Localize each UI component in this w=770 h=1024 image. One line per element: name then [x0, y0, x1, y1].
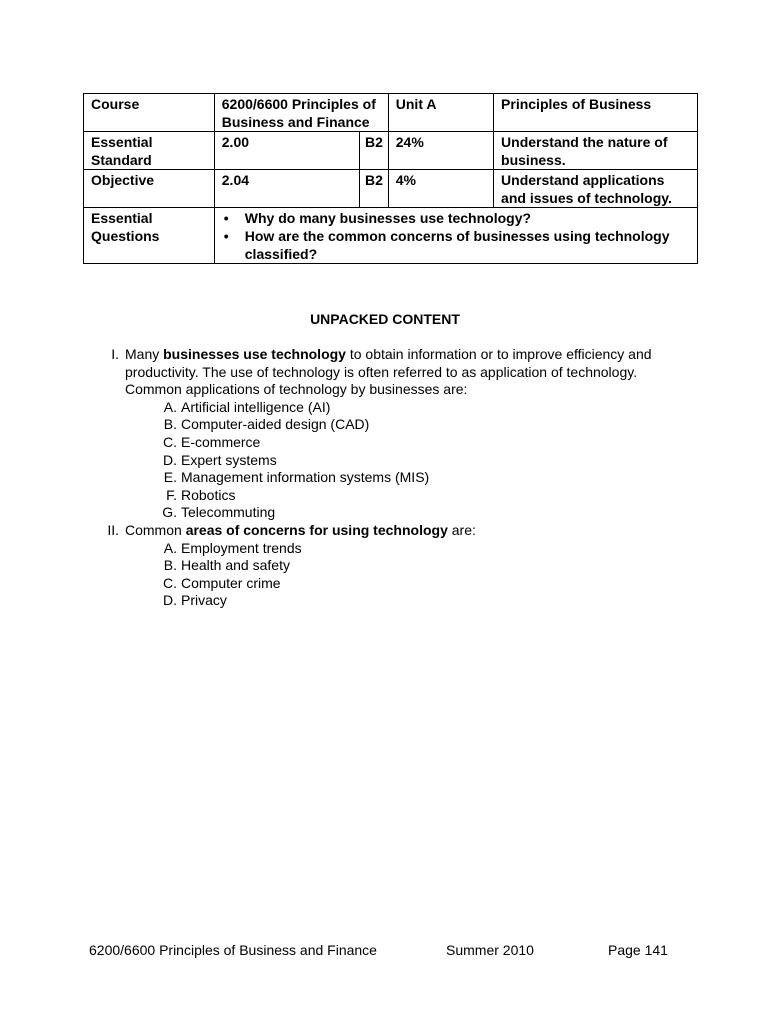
item-text: Robotics	[181, 486, 236, 503]
page-footer	[0, 941, 770, 961]
item-text: Artificial intelligence (AI)	[181, 398, 331, 415]
objective-weight: 4%	[388, 170, 493, 208]
list-item	[83, 487, 683, 505]
item-text: Health and safety	[181, 557, 290, 574]
item-text: Management information systems (MIS)	[181, 469, 430, 486]
essential-questions-cell	[214, 208, 697, 264]
table-row-objective	[84, 170, 698, 208]
table-row-course	[84, 94, 698, 132]
essential-standard-level: B2	[359, 132, 388, 170]
item-text: Computer-aided design (CAD)	[181, 416, 370, 433]
footer-term: Summer 2010	[446, 942, 534, 958]
list-item: • How are the common concerns of businesses using technology classified?	[222, 227, 691, 263]
list-item: • Why do many businesses use technology?	[222, 209, 691, 227]
item-text: Computer crime	[181, 574, 281, 591]
list-item	[83, 592, 683, 610]
objective-description: Understand applications and issues of technology.	[494, 170, 698, 208]
item-text: Privacy	[181, 592, 227, 609]
essential-standard-weight: 24%	[388, 132, 493, 170]
outline-section	[83, 522, 683, 540]
section-number: I.	[111, 346, 119, 362]
item-letter: G.	[162, 504, 177, 521]
list-item	[83, 540, 683, 558]
item-letter: F.	[166, 486, 177, 503]
section-number: II.	[107, 521, 119, 538]
unit-label: Unit A	[388, 94, 493, 132]
item-text: Expert systems	[181, 451, 277, 468]
section-text: Many	[125, 346, 164, 362]
list-item	[83, 399, 683, 417]
section-key-term: areas of concerns for using technology	[185, 521, 448, 538]
course-info-table	[83, 93, 698, 264]
item-text: E-commerce	[181, 433, 261, 450]
item-text: Telecommuting	[181, 504, 276, 521]
list-item	[83, 557, 683, 575]
course-label: Course	[84, 94, 215, 132]
section-text: to obtain information or to improve efficiency and productivity. The use of technology is often referred to as application of technology. Common applications of technology by businesses are:	[125, 346, 652, 398]
table-row-essential-standard	[84, 132, 698, 170]
item-letter: A.	[163, 398, 177, 415]
objective-level: B2	[359, 170, 388, 208]
unit-title: Principles of Business	[494, 94, 698, 132]
list-item	[83, 416, 683, 434]
course-name: 6200/6600 Principles of Business and Finance	[214, 94, 388, 132]
item-letter: D.	[163, 592, 177, 609]
essential-questions-list	[222, 209, 691, 263]
essential-standard-number: 2.00	[214, 132, 359, 170]
list-item	[83, 469, 683, 487]
page-number: Page 141	[608, 942, 668, 958]
item-letter: C.	[163, 574, 177, 591]
section-heading: UNPACKED CONTENT	[310, 311, 460, 327]
objective-label: Objective	[84, 170, 215, 208]
objective-number: 2.04	[214, 170, 359, 208]
item-letter: B.	[163, 557, 177, 574]
essential-standard-description: Understand the nature of business.	[494, 132, 698, 170]
essential-standard-label: Essential Standard	[84, 132, 215, 170]
table-row-essential-questions	[84, 208, 698, 264]
item-letter: A.	[163, 539, 177, 556]
section-text: are:	[447, 521, 476, 538]
section-key-term: businesses use technology	[163, 346, 346, 362]
footer-course: 6200/6600 Principles of Business and Finance	[89, 942, 377, 958]
item-letter: E.	[163, 469, 177, 486]
unpacked-content	[83, 346, 683, 610]
list-item	[83, 504, 683, 522]
essential-questions-label: Essential Questions	[84, 208, 215, 264]
item-letter: B.	[163, 416, 177, 433]
item-letter: D.	[163, 451, 177, 468]
item-text: Employment trends	[181, 539, 302, 556]
outline-section	[83, 346, 683, 399]
section-text: Common	[125, 521, 186, 538]
list-item	[83, 452, 683, 470]
list-item	[83, 575, 683, 593]
list-item	[83, 434, 683, 452]
item-letter: C.	[163, 433, 177, 450]
